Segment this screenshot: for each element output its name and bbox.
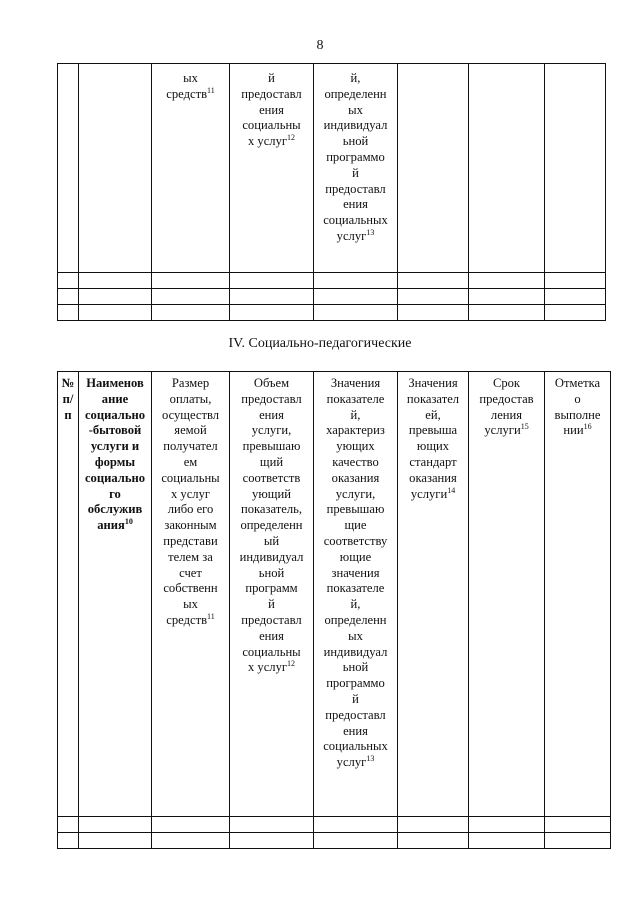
cell-text-line: ание	[101, 391, 129, 406]
cell-text-line: индивидуал	[323, 118, 388, 133]
table-row	[58, 817, 611, 833]
cell-text-line: законным	[164, 518, 217, 533]
table-cell	[79, 64, 152, 273]
continued-table	[57, 63, 606, 321]
table-cell	[545, 833, 611, 849]
table-cell	[79, 817, 152, 833]
cell-text-line: ых	[348, 102, 363, 117]
cell-text-line: значения	[331, 565, 380, 580]
header-volume	[230, 372, 314, 817]
cell-text-line: й,	[350, 71, 361, 85]
table-cell	[469, 833, 545, 849]
table-cell	[398, 817, 469, 833]
table-cell	[230, 273, 314, 289]
cell-text-line: й	[352, 165, 359, 180]
cell-text-line: ем	[183, 454, 198, 469]
cell-text-line: п/	[62, 391, 74, 406]
cell-text-line: социальны	[242, 644, 301, 659]
cell-text-line: ей,	[425, 407, 441, 422]
cell-text-line: й,	[350, 407, 361, 422]
table-cell	[314, 817, 398, 833]
cell-text-line: собственн	[163, 581, 218, 596]
cell-text-line: яемой	[174, 423, 207, 438]
table-cell	[545, 273, 606, 289]
table-cell	[58, 833, 79, 849]
table-cell	[152, 817, 230, 833]
cell-text-line: ющие	[339, 549, 372, 564]
cell-text-line: предоставл	[241, 612, 302, 627]
table-cell	[152, 64, 230, 273]
table-cell	[58, 305, 79, 321]
footnote-ref: 16	[583, 422, 592, 432]
cell-text-line: средств$^{11}$	[166, 85, 215, 101]
cell-text-line: ующих	[336, 439, 375, 454]
cell-text-line: ьной	[342, 134, 369, 149]
cell-text-line: щий	[259, 454, 284, 469]
table-cell	[79, 305, 152, 321]
cell-text-line: Срок	[492, 376, 521, 390]
header-term	[469, 372, 545, 817]
cell-text-line: стандарт	[409, 454, 457, 469]
table-cell	[230, 817, 314, 833]
cell-text-line: определенн	[324, 612, 387, 627]
cell-text-line: превышаю	[326, 502, 385, 517]
cell-text-line: предоставл	[241, 86, 302, 101]
cell-text-line: ения	[259, 628, 284, 643]
cell-text-line: оказания	[409, 470, 457, 485]
cell-text-line: -бытовой	[88, 423, 142, 438]
cell-text-line: программо	[326, 149, 385, 164]
table-cell	[230, 833, 314, 849]
cell-text-line: Наименов	[86, 376, 144, 390]
table-cell	[545, 817, 611, 833]
cell-text-line: социально	[84, 407, 146, 422]
cell-text-line: формы	[94, 454, 136, 469]
cell-text-line: превышаю	[242, 439, 301, 454]
cell-text-line: щие	[344, 518, 367, 533]
cell-text-line: средств$^{11}$	[166, 611, 215, 627]
cell-text-line: получател	[163, 439, 218, 454]
cell-text-line: ых	[348, 628, 363, 643]
table-cell	[314, 305, 398, 321]
cell-text-line: предоставл	[325, 181, 386, 196]
social-pedagogical-table	[57, 371, 611, 849]
cell-text-line: предостав	[479, 391, 534, 406]
cell-text-line: нии$^{16}$	[563, 422, 592, 438]
cell-text-line: телем за	[168, 549, 213, 564]
cell-text-line: х услуг	[170, 486, 211, 501]
cell-text-line: услуг$^{13}$	[336, 227, 375, 243]
cell-text-line: х услуг$^{12}$	[247, 659, 296, 675]
table-cell	[545, 289, 606, 305]
table-cell	[79, 289, 152, 305]
cell-text-line: Значения	[408, 376, 458, 390]
footnote-ref: 12	[287, 133, 296, 143]
table-row	[58, 305, 606, 321]
cell-text-line: соответств	[242, 470, 301, 485]
cell-text-line: осуществл	[161, 407, 220, 422]
cell-text-line: ых	[183, 71, 198, 85]
cell-text-line: услуг$^{13}$	[336, 754, 375, 770]
cell-text-line: предоставл	[325, 707, 386, 722]
cell-text-line: ения	[259, 407, 284, 422]
cell-text-line: социальны	[242, 118, 301, 133]
cell-text-line: о	[574, 391, 581, 406]
cell-text-line: либо его	[167, 502, 214, 517]
table-cell	[58, 64, 79, 273]
table-cell	[469, 64, 545, 273]
table-cell	[230, 305, 314, 321]
section-title: IV. Социально-педагогические	[228, 336, 412, 351]
header-completion-mark	[545, 372, 611, 817]
cell-text-line: й	[352, 691, 359, 706]
cell-text-line: услуги,	[335, 486, 376, 501]
footnote-ref: 14	[447, 485, 456, 495]
table-row	[58, 289, 606, 305]
cell-text-line: оказания	[331, 470, 380, 485]
cell-text-line: услуги и	[90, 439, 140, 454]
table-cell	[152, 289, 230, 305]
cell-text-line: соответству	[323, 533, 388, 548]
cell-text-line: представи	[163, 533, 218, 548]
header-standard-values	[398, 372, 469, 817]
cell-text-line: программ	[245, 581, 298, 596]
table-row	[58, 833, 611, 849]
table-cell	[398, 64, 469, 273]
cell-text-line: ения	[343, 723, 368, 738]
table-cell	[314, 289, 398, 305]
cell-text-line: п	[64, 407, 72, 422]
table-cell	[469, 273, 545, 289]
footnote-ref: 10	[124, 517, 133, 527]
table-cell	[469, 289, 545, 305]
footnote-ref: 15	[520, 422, 529, 432]
cell-text-line: услуги$^{15}$	[484, 422, 529, 438]
table-cell	[152, 273, 230, 289]
table-cell	[398, 273, 469, 289]
cell-text-line: счет	[179, 565, 202, 580]
table-cell	[79, 273, 152, 289]
table-cell	[79, 833, 152, 849]
table-cell	[398, 305, 469, 321]
table-cell	[398, 833, 469, 849]
cell-text-line: социально	[84, 470, 146, 485]
cell-text-line: программо	[326, 676, 385, 691]
table-cell	[152, 305, 230, 321]
page-number: 8	[316, 38, 324, 53]
cell-text-line: превыша	[408, 423, 458, 438]
table-row	[58, 273, 606, 289]
cell-text-line: ения	[343, 197, 368, 212]
table-header-row	[58, 372, 611, 817]
table-cell	[469, 305, 545, 321]
cell-text-line: го	[109, 486, 121, 501]
table-cell	[398, 289, 469, 305]
cell-text-line: й	[268, 597, 275, 612]
table-cell	[152, 833, 230, 849]
cell-text-line: оплаты,	[169, 391, 212, 406]
cell-text-line: социальных	[323, 739, 388, 754]
header-number	[58, 372, 79, 817]
cell-text-line: ый	[263, 533, 280, 548]
table-cell	[469, 817, 545, 833]
footnote-ref: 12	[287, 659, 296, 669]
footnote-ref: 13	[366, 754, 375, 764]
cell-text-line: ения	[259, 102, 284, 117]
cell-text-line: Объем	[253, 376, 290, 390]
cell-text-line: Отметка	[554, 376, 601, 390]
cell-text-line: Размер	[171, 376, 210, 390]
cell-text-line: й,	[350, 597, 361, 612]
footnote-ref: 13	[366, 227, 375, 237]
cell-text-line: качество	[332, 454, 379, 469]
cell-text-line: й	[268, 71, 275, 85]
cell-text-line: индивидуал	[239, 549, 304, 564]
cell-text-line: ьной	[342, 660, 369, 675]
cell-text-line: ых	[183, 597, 198, 612]
table-cell	[230, 64, 314, 273]
cell-text-line: социальных	[323, 213, 388, 228]
cell-text-line: ьной	[258, 565, 285, 580]
cell-text-line: ания$^{10}$	[97, 517, 133, 533]
cell-text-line: выполне	[554, 407, 601, 422]
cell-text-line: обслужив	[87, 502, 143, 517]
table-row	[58, 64, 606, 273]
cell-text-line: показателе	[326, 581, 385, 596]
cell-text-line: ующий	[252, 486, 291, 501]
header-service-name	[79, 372, 152, 817]
table-cell	[230, 289, 314, 305]
header-quality-values	[314, 372, 398, 817]
table-cell	[58, 273, 79, 289]
table-cell	[58, 289, 79, 305]
cell-text-line: Значения	[330, 376, 381, 390]
footnote-ref: 11	[207, 85, 215, 95]
cell-text-line: социальны	[161, 470, 220, 485]
cell-text-line: показател	[406, 391, 460, 406]
table-cell	[314, 273, 398, 289]
table-cell	[545, 64, 606, 273]
cell-text-line: ления	[490, 407, 523, 422]
table-cell	[314, 833, 398, 849]
cell-text-line: услуги$^{14}$	[410, 485, 456, 501]
cell-text-line: х услуг$^{12}$	[247, 133, 296, 149]
cell-text-line: индивидуал	[323, 644, 388, 659]
table-cell	[545, 305, 606, 321]
cell-text-line: показателе	[326, 391, 385, 406]
header-payment-amount	[152, 372, 230, 817]
cell-text-line: предоставл	[241, 391, 302, 406]
cell-text-line: характериз	[326, 423, 385, 438]
cell-text-line: услуги,	[251, 423, 292, 438]
cell-text-line: определенн	[324, 86, 387, 101]
cell-text-line: №	[61, 376, 75, 390]
cell-text-line: ющих	[416, 439, 450, 454]
footnote-ref: 11	[207, 611, 215, 621]
cell-text-line: определенн	[240, 518, 303, 533]
table-cell	[314, 64, 398, 273]
table-cell	[58, 817, 79, 833]
cell-text-line: показатель,	[240, 502, 303, 517]
